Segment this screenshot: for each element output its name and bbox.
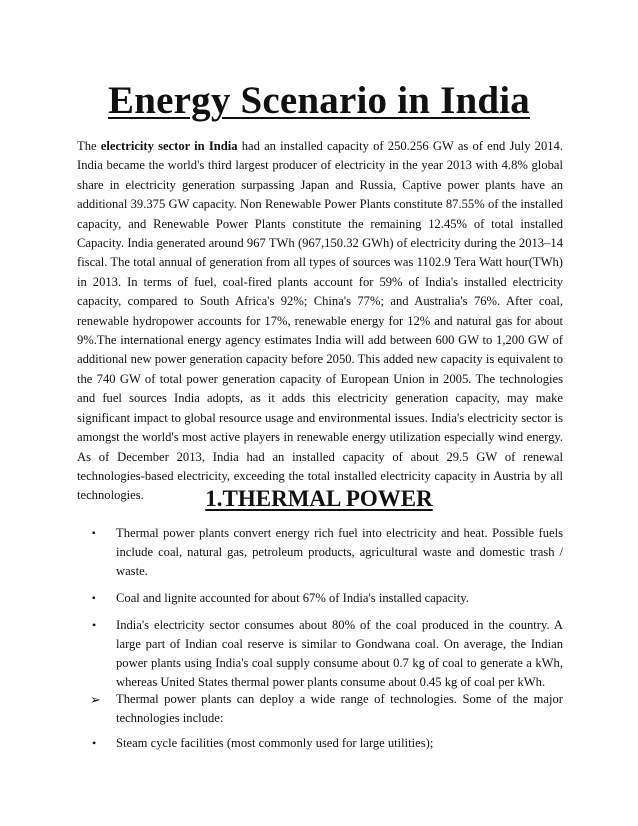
list-item-text: Thermal power plants convert energy rich fuel into electricity and heat. Possible fuels include coal, natural gas, petroleum products, agricultural waste and domestic trash / waste. [116,526,563,578]
round-bullet-icon: • [92,618,97,632]
round-bullet-icon: • [92,736,97,750]
square-bullet-icon: ▪ [92,593,96,604]
arrow-bullet-icon: ➢ [90,692,101,707]
list-item-text: Coal and lignite accounted for about 67% of India's installed capacity. [116,591,469,605]
intro-text-body: had an installed capacity of 250.256 GW as of end July 2014. India became the world's third largest producer of electricity in the year 2013 with 4.8% global share in electricity generation surpassing Japan and Russia, Captive power plants have an additional 39.375 GW capacity. Non Renewable Power Plants constitute 87.55% of the installed capacity, and Renewable Power Plants constitute the remaining 12.45% of total installed Capacity. India generated around 967 TWh (967,150.32 GWh) of electricity during the 2013–14 fiscal. The total annual of generation from all types of sources was 1102.9 Tera Watt hour(TWh) in 2013. In terms of fuel, coal-fired plants account for 59% of India's installed electricity capacity, compared to South Africa's 92%; China's 77%; and Australia's 76%. After coal, renewable hydropower accounts for 17%, renewable energy for 12% and natural gas for about 9%.The international energy agency estimates India will add between 600 GW to 1,200 GW of additional new power generation capacity before 2050. This added new capacity is equivalent to the 740 GW of total power generation capacity of European Union in 2005. The technologies and fuel sources India adopts, as it adds this electricity generation capacity, may make significant impact to global resource usage and environmental issues. India's electricity sector is amongst the world's most active players in renewable energy utilization especially wind energy. As of December 2013, India had an installed capacity of about 29.5 GW of renewal technologies-based electricity, exceeding the total installed electricity capacity in Austria by all technologies. [77,139,564,503]
page-title: Energy Scenario in India [108,79,530,122]
list-item [92,589,563,608]
list-item [92,690,563,728]
list-item [92,524,563,581]
list-item [92,616,563,692]
list-item [92,734,563,753]
square-bullet-icon: ▪ [92,528,96,539]
list-item-text: Steam cycle facilities (most commonly used for large utilities); [116,736,434,750]
intro-bold-term: electricity sector in India [100,139,238,153]
list-item-text: India's electricity sector consumes about 80% of the coal produced in the country. A large part of Indian coal reserve is similar to Gondwana coal. On average, the Indian power plants using India's coal supply consume about 0.7 kg of coal to generate a kWh, whereas United States thermal power plants consume about 0.45 kg of coal per kWh. [116,618,563,689]
intro-paragraph [77,137,563,506]
section-heading: 1.THERMAL POWER [205,486,433,511]
list-item-text: Thermal power plants can deploy a wide range of technologies. Some of the major technologies include: [116,692,563,725]
intro-text-start: The [77,139,101,153]
